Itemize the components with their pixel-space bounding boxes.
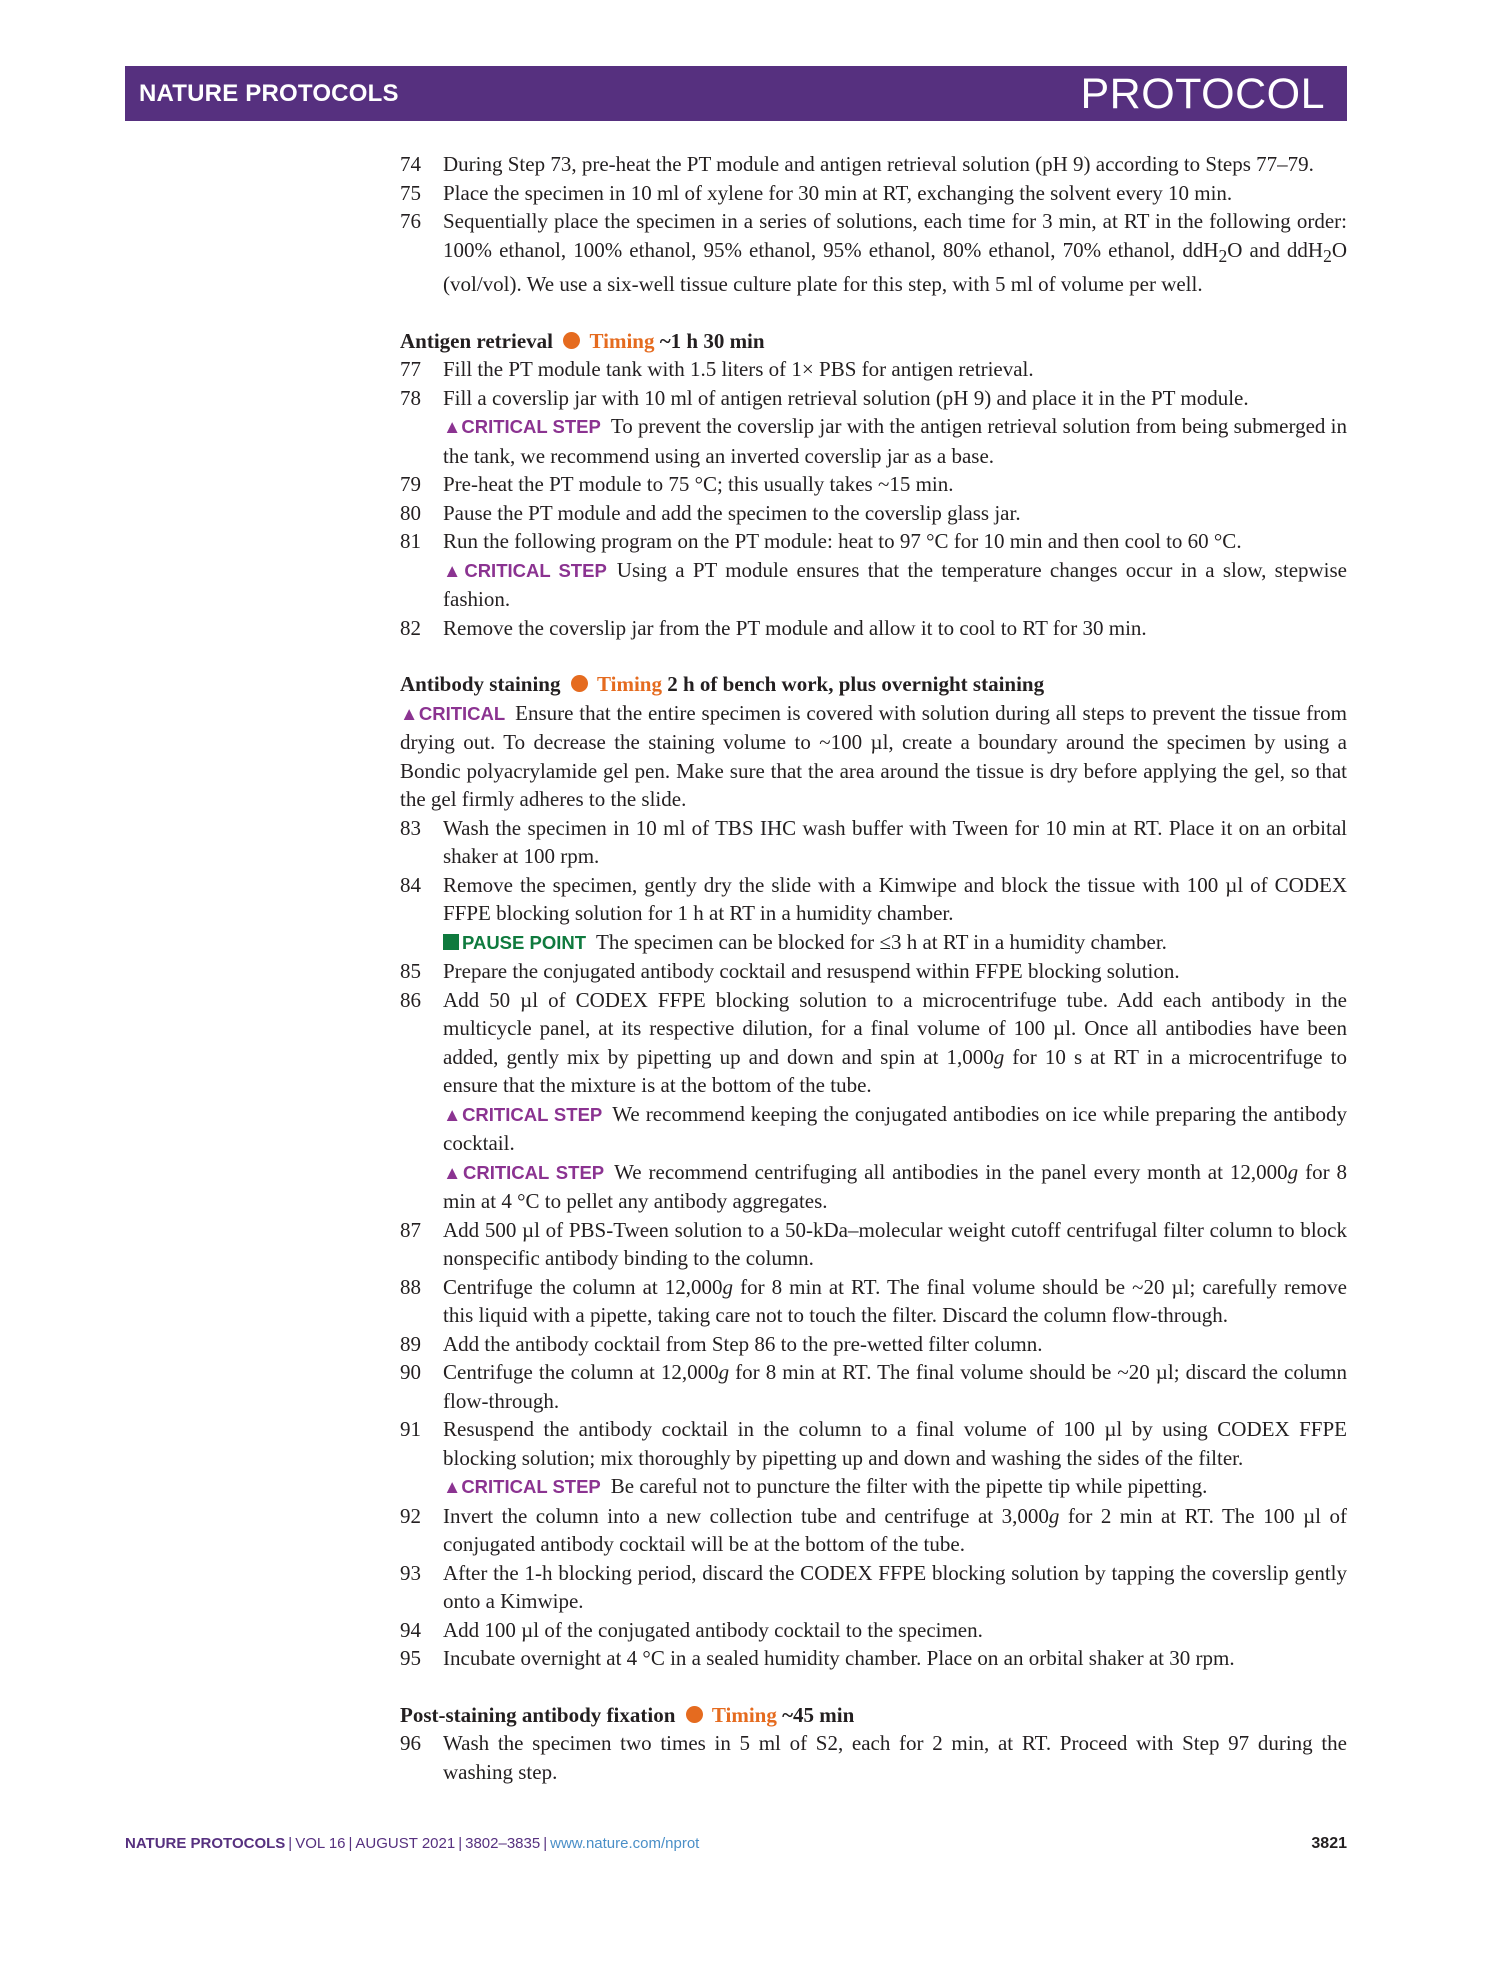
step-number: 85 — [400, 959, 421, 984]
step-text: Resuspend the antibody cocktail in the column to a final volume of 100 µl by using CODEX FFPE blocking solution; mix thoroughly by pipetting up and down and washing the sides of the filter. ▲CRITICAL STEP Be careful not to puncture the filter with the pipette tip while pipetting. — [443, 1417, 1347, 1499]
section-heading — [400, 670, 1347, 699]
step-text: Invert the column into a new collection tube and centrifuge at 3,000g for 2 min at RT. The 100 µl of conjugated antibody cocktail will be at the bottom of the tube. — [443, 1503, 1347, 1557]
step-90 — [400, 1358, 1347, 1415]
critical-step-label: ▲CRITICAL STEP — [443, 559, 607, 581]
timing-label: Timing — [589, 328, 655, 353]
page-footer: NATURE PROTOCOLS | VOL 16 | AUGUST 2021 | 3802–3835 | www.nature.com/nprot 3821 — [125, 1835, 1347, 1852]
step-93 — [400, 1559, 1347, 1616]
pause-square-icon — [443, 934, 459, 950]
page-number: 3821 — [1311, 1835, 1347, 1852]
timing-value: ~45 min — [782, 1702, 855, 1727]
step-number: 91 — [400, 1417, 421, 1442]
step-number: 94 — [400, 1617, 421, 1642]
critical-step-label: ▲CRITICAL STEP — [443, 1161, 605, 1183]
step-86 — [400, 986, 1347, 1216]
step-text: Place the specimen in 10 ml of xylene for 30 min at RT, exchanging the solvent every 10 min. — [443, 180, 1233, 205]
section-title: Antigen retrieval — [400, 328, 553, 353]
step-number: 75 — [400, 180, 421, 205]
step-79 — [400, 470, 1347, 499]
step-96 — [400, 1729, 1347, 1786]
step-number: 93 — [400, 1560, 421, 1585]
critical-step-label: ▲CRITICAL STEP — [443, 1476, 601, 1498]
intro-steps — [400, 150, 1347, 299]
step-83 — [400, 814, 1347, 871]
step-76 — [400, 207, 1347, 299]
critical-paragraph: ▲CRITICAL Ensure that the entire specimen is covered with solution during all steps to prevent the tissue from drying out. To decrease the staining volume to ~100 µl, create a boundary around the specimen by using a Bondic polyacrylamide gel pen. Make sure that the area around the tissue is dry before applying the gel, so that the gel firmly adheres to the slide. — [400, 700, 1347, 812]
triangle-icon: ▲ — [443, 1161, 463, 1183]
timing-dot-icon — [563, 332, 580, 349]
critical-note: Using a PT module ensures that the temperature changes occur in a slow, stepwise fashion. — [443, 557, 1348, 612]
step-95 — [400, 1644, 1347, 1673]
timing-label: Timing — [596, 672, 662, 697]
pause-point-label: PAUSE POINT — [443, 932, 586, 953]
step-number: 92 — [400, 1503, 421, 1528]
critical-step-label: ▲CRITICAL STEP — [443, 416, 601, 438]
antibody-staining-section — [400, 670, 1347, 1673]
footer-date: AUGUST 2021 — [355, 1835, 456, 1852]
step-number: 82 — [400, 615, 421, 640]
step-number: 76 — [400, 209, 421, 233]
step-text: Pause the PT module and add the specimen to the coverslip glass jar. — [443, 500, 1021, 525]
step-94 — [400, 1616, 1347, 1645]
timing-label: Timing — [711, 1702, 777, 1727]
page-header — [125, 66, 1347, 121]
step-75 — [400, 179, 1347, 208]
critical-note: We recommend keeping the conjugated antibodies on ice while preparing the antibody cocktail. — [443, 1101, 1348, 1156]
article-type: PROTOCOL — [1080, 70, 1325, 118]
footer-volume: VOL 16 — [295, 1835, 346, 1852]
step-text: Centrifuge the column at 12,000g for 8 min at RT. The final volume should be ~20 µl; discard the column flow-through. — [443, 1360, 1348, 1413]
section-title: Post-staining antibody fixation — [400, 1702, 676, 1727]
step-number: 86 — [400, 987, 421, 1012]
triangle-icon: ▲ — [443, 1476, 462, 1498]
step-number: 95 — [400, 1646, 421, 1671]
triangle-icon: ▲ — [443, 559, 465, 581]
timing-dot-icon — [571, 675, 588, 692]
step-91 — [400, 1415, 1347, 1502]
fixation-section — [400, 1701, 1347, 1787]
step-text: Add 500 µl of PBS-Tween solution to a 50-kDa–molecular weight cutoff centrifugal filter column to block nonspecific antibody binding to the column. — [443, 1217, 1347, 1271]
critical-step-label: ▲CRITICAL STEP — [443, 1103, 603, 1125]
step-text: After the 1-h blocking period, discard the CODEX FFPE blocking solution by tapping the coverslip gently onto a Kimwipe. — [443, 1560, 1347, 1614]
step-number: 81 — [400, 529, 421, 554]
step-number: 87 — [400, 1217, 421, 1242]
step-number: 83 — [400, 815, 421, 840]
step-74 — [400, 150, 1347, 179]
step-number: 89 — [400, 1331, 421, 1356]
timing-value: ~1 h 30 min — [659, 328, 765, 353]
step-text: Add 100 µl of the conjugated antibody cocktail to the specimen. — [443, 1617, 983, 1642]
step-number: 96 — [400, 1731, 421, 1756]
section-heading — [400, 327, 1347, 356]
step-92 — [400, 1502, 1347, 1559]
step-77 — [400, 355, 1347, 384]
step-78 — [400, 384, 1347, 471]
step-number: 78 — [400, 385, 421, 410]
step-text: Pre-heat the PT module to 75 °C; this usually takes ~15 min. — [443, 472, 954, 497]
step-88 — [400, 1273, 1347, 1330]
footer-journal: NATURE PROTOCOLS — [125, 1835, 286, 1852]
step-text: Sequentially place the specimen in a series of solutions, each time for 3 min, at RT in the following order: 100% ethanol, 100% ethanol, 95% ethanol, 95% ethanol, 80% ethanol, 70% ethanol, ddH$_2$O and ddH$_2$O (vol/vol). We use a six-well tissue culture plate for this step, with 5 ml of volume per well. — [443, 209, 1347, 297]
step-text: Remove the coverslip jar from the PT module and allow it to cool to RT for 30 min. — [443, 615, 1147, 640]
timing-dot-icon — [686, 1706, 703, 1723]
section-heading — [400, 1701, 1347, 1730]
step-text: Centrifuge the column at 12,000g for 8 min at RT. The final volume should be ~20 µl; carefully remove this liquid with a pipette, taking care not to touch the filter. Discard the column flow-through. — [443, 1274, 1347, 1328]
pause-note: The specimen can be blocked for ≤3 h at RT in a humidity chamber. — [596, 929, 1167, 954]
protocol-body — [400, 150, 1347, 1786]
step-89 — [400, 1330, 1347, 1359]
critical-label: ▲CRITICAL — [400, 702, 506, 724]
step-80 — [400, 499, 1347, 528]
step-87 — [400, 1216, 1347, 1273]
step-number: 90 — [400, 1360, 421, 1385]
step-number: 77 — [400, 357, 421, 382]
triangle-icon: ▲ — [400, 702, 419, 724]
critical-note: Be careful not to puncture the filter with the pipette tip while pipetting. — [610, 1474, 1208, 1499]
footer-pages: 3802–3835 — [465, 1835, 541, 1852]
step-82 — [400, 614, 1347, 643]
step-text: Fill the PT module tank with 1.5 liters of 1× PBS for antigen retrieval. — [443, 357, 1034, 382]
step-number: 84 — [400, 872, 421, 897]
step-number: 80 — [400, 500, 421, 525]
critical-note: To prevent the coverslip jar with the antigen retrieval solution from being submerged in the tank, we recommend using an inverted coverslip jar as a base. — [443, 414, 1348, 468]
step-number: 88 — [400, 1274, 421, 1299]
journal-name: NATURE PROTOCOLS — [139, 80, 399, 107]
step-text: Run the following program on the PT module: heat to 97 °C for 10 min and then cool to 60 °C. ▲CRITICAL STEP Using a PT module ensures that the temperature changes occur in a slow, stepwise fashion. — [443, 529, 1348, 612]
step-85 — [400, 957, 1347, 986]
section-title: Antibody staining — [400, 672, 561, 697]
step-text: Add the antibody cocktail from Step 86 to the pre-wetted filter column. — [443, 1331, 1043, 1356]
step-text: Fill a coverslip jar with 10 ml of antigen retrieval solution (pH 9) and place it in the PT module. ▲CRITICAL STEP To prevent the coverslip jar with the antigen retrieval solution from being submerged in the tank, we recommend using an inverted coverslip jar as a base. — [443, 385, 1348, 468]
step-text: Wash the specimen in 10 ml of TBS IHC wash buffer with Tween for 10 min at RT. Place it on an orbital shaker at 100 rpm. — [443, 815, 1347, 869]
step-text: Prepare the conjugated antibody cocktail and resuspend within FFPE blocking solution. — [443, 959, 1180, 984]
step-text: During Step 73, pre-heat the PT module and antigen retrieval solution (pH 9) according to Steps 77–79. — [443, 152, 1314, 176]
step-84 — [400, 871, 1347, 958]
step-text: Remove the specimen, gently dry the slide with a Kimwipe and block the tissue with 100 µl of CODEX FFPE blocking solution for 1 h at RT in a humidity chamber. PAUSE POINT The specimen can be blocked for ≤3 h at RT in a humidity chamber. — [443, 872, 1347, 954]
triangle-icon: ▲ — [443, 416, 462, 438]
step-81 — [400, 527, 1347, 614]
step-number: 74 — [400, 152, 421, 176]
antigen-retrieval-section — [400, 327, 1347, 643]
critical-note: We recommend centrifuging all antibodies in the panel every month at 12,000g for 8 min at 4 °C to pellet any antibody aggregates. — [443, 1159, 1347, 1214]
step-text: Add 50 µl of CODEX FFPE blocking solution to a microcentrifuge tube. Add each antibody in the multicycle panel, at its respective dilution, for a final volume of 100 µl. Once all antibodies have been added, gently mix by pipetting up and down and spin at 1,000g for 10 s at RT in a microcentrifuge to ensure that the mixture is at the bottom of the tube. ▲CRITICAL STEP We recommend keeping the conjugated antibodies on ice while preparing the antibody cocktail. ▲CRITICAL STEP We recommend centrifuging all antibodies in the panel every month at 12,000g for 8 min at 4 °C to pellet any antibody aggregates. — [443, 987, 1348, 1214]
footer-url-link[interactable]: www.nature.com/nprot — [550, 1835, 700, 1852]
step-text: Incubate overnight at 4 °C in a sealed humidity chamber. Place on an orbital shaker at 30 rpm. — [443, 1646, 1235, 1671]
timing-value: 2 h of bench work, plus overnight staining — [667, 672, 1045, 697]
step-text: Wash the specimen two times in 5 ml of S2, each for 2 min, at RT. Proceed with Step 97 during the washing step. — [443, 1731, 1347, 1784]
triangle-icon: ▲ — [443, 1103, 463, 1125]
step-number: 79 — [400, 472, 421, 497]
